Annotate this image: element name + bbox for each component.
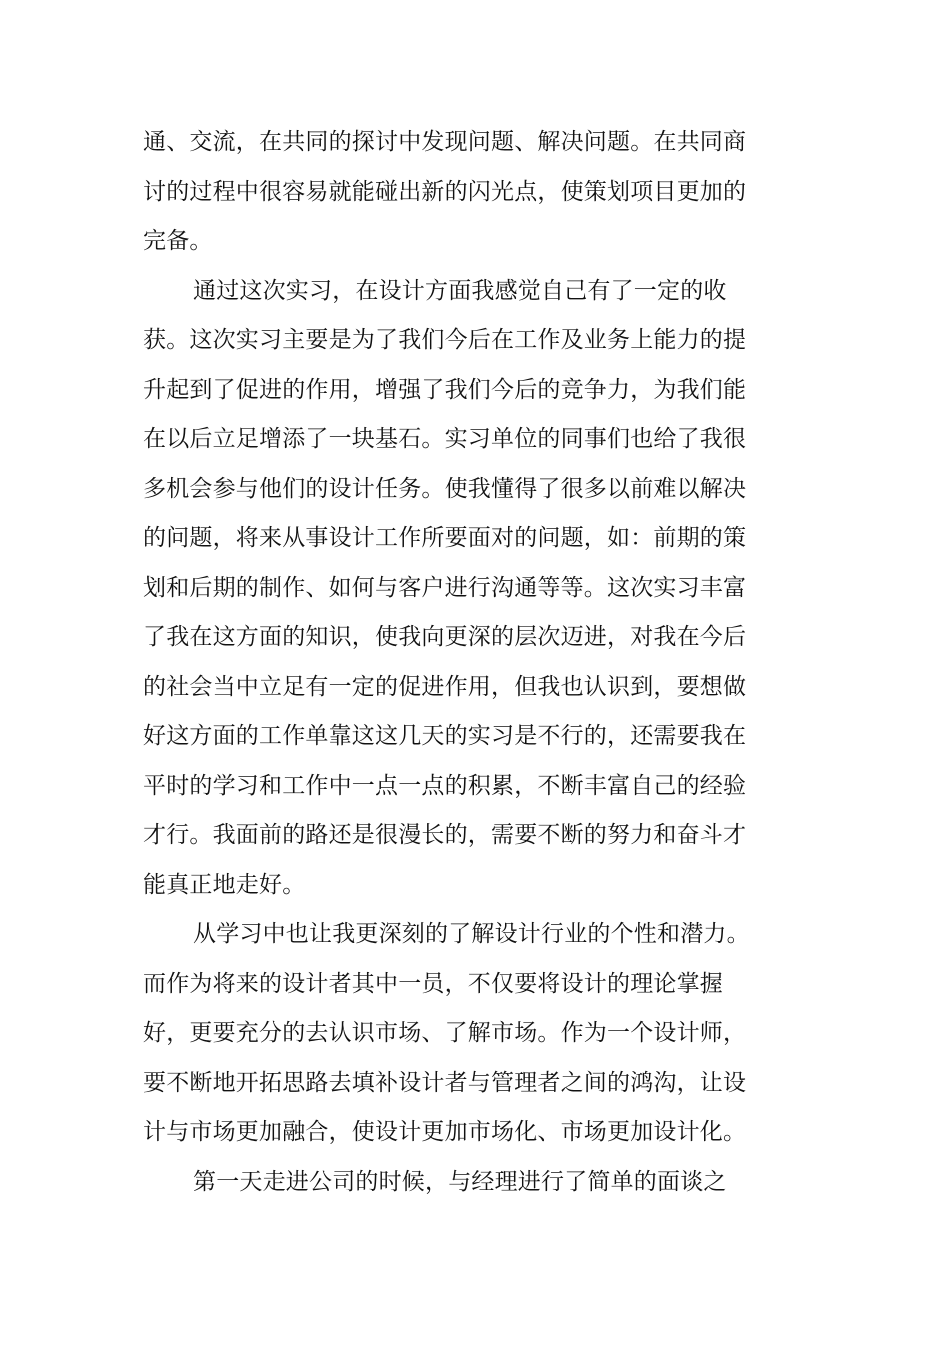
text-line: 计与市场更加融合，使设计更加市场化、市场更加设计化。: [143, 1119, 747, 1145]
text-line: 好这方面的工作单靠这这几天的实习是不行的，还需要我在: [143, 723, 747, 749]
body-text: [143, 118, 753, 1207]
text-line: 能真正地走好。: [143, 871, 306, 898]
text-line: 的社会当中立足有一定的促进作用，但我也认识到，要想做: [143, 673, 747, 700]
text-line: 而作为将来的设计者其中一员，不仅要将设计的理论掌握: [143, 970, 723, 997]
text-line: 划和后期的制作、如何与客户进行沟通等等。这次实习丰富: [143, 574, 747, 601]
text-line: 讨的过程中很容易就能碰出新的闪光点，使策划项目更加的: [143, 178, 747, 205]
text-line: 完备。: [143, 228, 213, 254]
text-line: 通、交流，在共同的探讨中发现问题、解决问题。在共同商: [143, 129, 747, 155]
text-line: 才行。我面前的路还是很漫长的，需要不断的努力和奋斗才: [143, 822, 747, 848]
text-line: 的问题，将来从事设计工作所要面对的问题，如：前期的策: [143, 525, 747, 551]
text-line: 平时的学习和工作中一点一点的积累，不断丰富自己的经验: [143, 772, 747, 799]
text-line: 获。这次实习主要是为了我们今后在工作及业务上能力的提: [143, 327, 747, 353]
text-line: 在以后立足增添了一块基石。实习单位的同事们也给了我很: [143, 426, 747, 452]
text-line: 多机会参与他们的设计任务。使我懂得了很多以前难以解决: [143, 475, 747, 502]
text-line: 好，更要充分的去认识市场、了解市场。作为一个设计师，: [143, 1020, 747, 1046]
text-line: 要不断地开拓思路去填补设计者与管理者之间的鸿沟，让设: [143, 1069, 747, 1096]
paragraph-first-line: 第一天走进公司的时候，与经理进行了简单的面谈之: [193, 1168, 727, 1195]
text-line: 了我在这方面的知识，使我向更深的层次迈进，对我在今后: [143, 624, 747, 650]
paragraph-first-line: 从学习中也让我更深刻的了解设计行业的个性和潜力。: [193, 921, 750, 947]
paragraph-first-line: 通过这次实习，在设计方面我感觉自己有了一定的收: [193, 277, 727, 304]
text-line: 升起到了促进的作用，增强了我们今后的竞争力，为我们能: [143, 376, 747, 403]
